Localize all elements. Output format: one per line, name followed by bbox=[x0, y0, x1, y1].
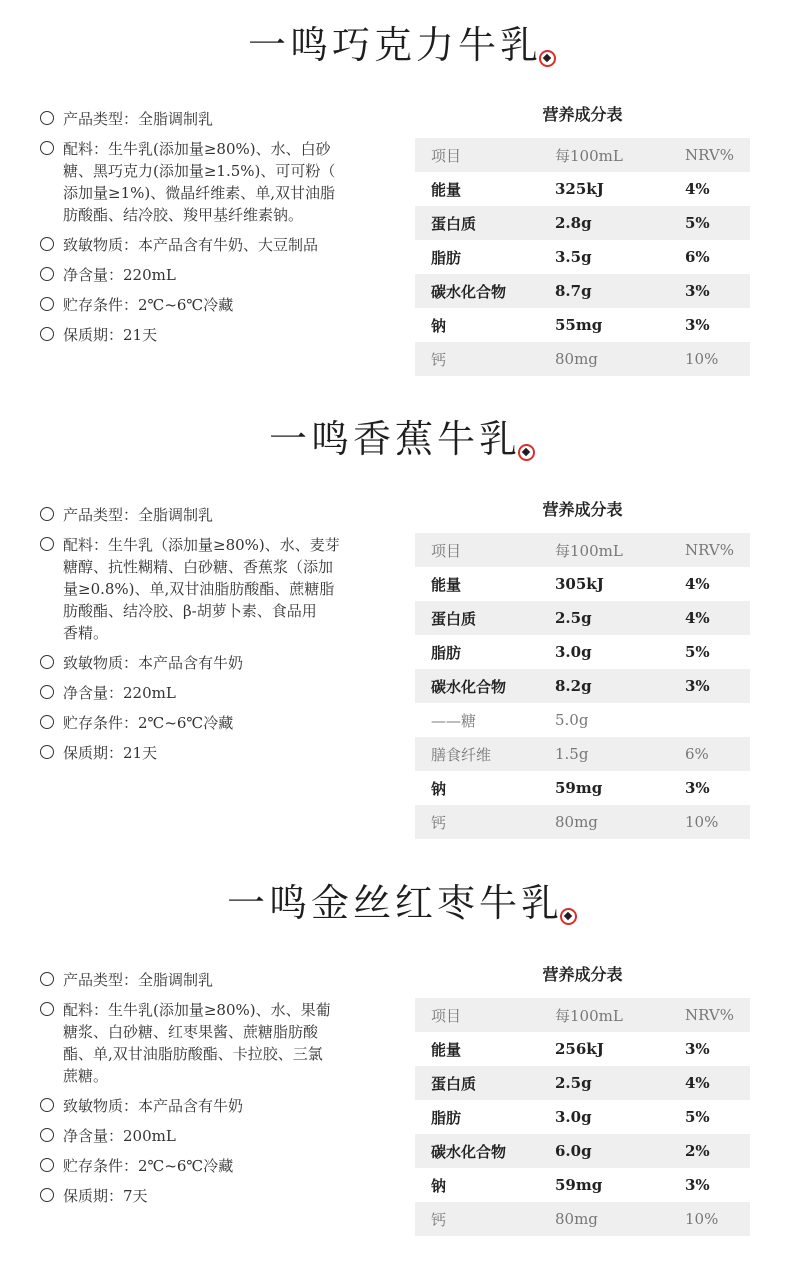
info-item bbox=[40, 294, 370, 316]
info-item bbox=[40, 234, 370, 256]
info-item bbox=[40, 1185, 370, 1207]
nutrition-table bbox=[415, 962, 750, 1236]
nutrient-nrv: 10% bbox=[685, 350, 719, 368]
product-title: 一鸣巧克力牛乳 bbox=[248, 14, 542, 69]
circle-bullet-icon bbox=[40, 111, 54, 125]
nutrition-row bbox=[415, 601, 750, 635]
nutrient-name: 能量 bbox=[431, 180, 462, 199]
info-item-text: 贮存条件：2℃~6℃冷藏 bbox=[63, 714, 234, 732]
circle-bullet-icon bbox=[40, 1098, 54, 1112]
info-item bbox=[40, 1095, 370, 1117]
info-item bbox=[40, 108, 370, 130]
nutrient-nrv: 3% bbox=[685, 1176, 710, 1194]
info-item bbox=[40, 1155, 370, 1177]
nutrient-nrv: NRV% bbox=[685, 146, 734, 164]
product-title: 一鸣香蕉牛乳 bbox=[269, 408, 521, 463]
nutrition-table-title: 营养成分表 bbox=[542, 965, 623, 984]
nutrient-name: 脂肪 bbox=[431, 248, 462, 267]
info-item bbox=[40, 682, 370, 704]
nutrient-value: 2.5g bbox=[555, 1074, 592, 1092]
nutrition-row bbox=[415, 771, 750, 805]
circle-bullet-icon bbox=[40, 327, 54, 341]
nutrient-name: 项目 bbox=[431, 541, 462, 560]
info-item bbox=[40, 999, 370, 1087]
nutrition-row bbox=[415, 737, 750, 771]
circle-bullet-icon bbox=[40, 655, 54, 669]
nutrient-nrv: 3% bbox=[685, 677, 710, 695]
info-item bbox=[40, 534, 370, 644]
nutrient-nrv: 5% bbox=[685, 214, 710, 232]
nutrition-row bbox=[415, 1134, 750, 1168]
info-item bbox=[40, 652, 370, 674]
seal-stamp-icon bbox=[560, 908, 577, 925]
nutrient-value: 3.0g bbox=[555, 643, 592, 661]
info-item-text: 产品类型：全脂调制乳 bbox=[63, 971, 214, 989]
info-item-text: 保质期：7天 bbox=[63, 1187, 148, 1205]
nutrition-row bbox=[415, 138, 750, 172]
nutrient-nrv: 4% bbox=[685, 1074, 710, 1092]
circle-bullet-icon bbox=[40, 1188, 54, 1202]
info-item-text: 致敏物质：本产品含有牛奶 bbox=[63, 1097, 244, 1115]
circle-bullet-icon bbox=[40, 1002, 54, 1016]
nutrient-name: 钙 bbox=[431, 813, 447, 832]
info-item-text: 产品类型：全脂调制乳 bbox=[63, 110, 214, 128]
product-title-wrap bbox=[0, 872, 790, 927]
circle-bullet-icon bbox=[40, 141, 54, 155]
nutrient-name: 钙 bbox=[431, 1210, 447, 1229]
nutrient-name: 碳水化合物 bbox=[431, 677, 507, 696]
nutrient-nrv: 4% bbox=[685, 180, 710, 198]
nutrient-value: 256kJ bbox=[555, 1040, 604, 1058]
circle-bullet-icon bbox=[40, 267, 54, 281]
nutrient-value: 6.0g bbox=[555, 1142, 592, 1160]
nutrient-name: 蛋白质 bbox=[431, 1074, 477, 1093]
nutrition-row bbox=[415, 172, 750, 206]
circle-bullet-icon bbox=[40, 537, 54, 551]
info-item bbox=[40, 1125, 370, 1147]
product-info-list bbox=[40, 969, 370, 1215]
nutrition-row bbox=[415, 342, 750, 376]
nutrient-value: 80mg bbox=[555, 350, 598, 368]
info-item bbox=[40, 712, 370, 734]
nutrition-row bbox=[415, 703, 750, 737]
nutrition-row bbox=[415, 998, 750, 1032]
info-item-text: 配料：生牛乳（添加量≥80%)、水、麦芽 糖醇、抗性糊精、白砂糖、香蕉浆（添加 量≥0.8%)、单,双甘油脂肪酸酯、蔗糖脂 肪酸酯、结冷胶、β-胡萝卜素、食品用 香精。 bbox=[63, 536, 340, 642]
nutrient-value: 1.5g bbox=[555, 745, 589, 763]
nutrient-value: 8.7g bbox=[555, 282, 592, 300]
nutrient-value: 59mg bbox=[555, 1176, 603, 1194]
nutrient-nrv: 5% bbox=[685, 643, 710, 661]
nutrition-table bbox=[415, 497, 750, 839]
nutrient-nrv: 2% bbox=[685, 1142, 710, 1160]
nutrient-nrv: 5% bbox=[685, 1108, 710, 1126]
nutrient-nrv: 3% bbox=[685, 1040, 710, 1058]
nutrient-value: 305kJ bbox=[555, 575, 604, 593]
nutrient-name: 钠 bbox=[431, 316, 447, 335]
nutrient-name: 钠 bbox=[431, 779, 447, 798]
seal-stamp-icon bbox=[539, 50, 556, 67]
nutrient-nrv: NRV% bbox=[685, 1006, 734, 1024]
nutrition-row bbox=[415, 308, 750, 342]
nutrient-name: 项目 bbox=[431, 146, 462, 165]
circle-bullet-icon bbox=[40, 297, 54, 311]
circle-bullet-icon bbox=[40, 972, 54, 986]
circle-bullet-icon bbox=[40, 745, 54, 759]
nutrient-value: 2.5g bbox=[555, 609, 592, 627]
info-item bbox=[40, 969, 370, 991]
nutrient-nrv: 3% bbox=[685, 779, 710, 797]
nutrient-name: 碳水化合物 bbox=[431, 1142, 507, 1161]
nutrient-nrv: 4% bbox=[685, 575, 710, 593]
info-item-text: 致敏物质：本产品含有牛奶 bbox=[63, 654, 244, 672]
nutrient-name: 蛋白质 bbox=[431, 214, 477, 233]
nutrition-row bbox=[415, 274, 750, 308]
info-item-text: 保质期：21天 bbox=[63, 744, 158, 762]
circle-bullet-icon bbox=[40, 715, 54, 729]
nutrient-value: 59mg bbox=[555, 779, 603, 797]
nutrition-row bbox=[415, 1100, 750, 1134]
nutrition-table bbox=[415, 102, 750, 376]
nutrient-name: 项目 bbox=[431, 1006, 462, 1025]
info-item-text: 净含量：200mL bbox=[63, 1127, 176, 1145]
nutrient-value: 每100mL bbox=[555, 1006, 623, 1025]
nutrient-value: 325kJ bbox=[555, 180, 604, 198]
info-item-text: 配料：生牛乳(添加量≥80%)、水、果葡 糖浆、白砂糖、红枣果酱、蔗糖脂肪酸 酯、单,双甘油脂肪酸酯、卡拉胶、三氯 蔗糖。 bbox=[63, 1001, 331, 1085]
nutrient-nrv: 6% bbox=[685, 248, 710, 266]
nutrition-row bbox=[415, 240, 750, 274]
circle-bullet-icon bbox=[40, 507, 54, 521]
nutrient-value: 5.0g bbox=[555, 711, 589, 729]
info-item-text: 保质期：21天 bbox=[63, 326, 158, 344]
nutrient-name: ——糖 bbox=[431, 711, 477, 730]
seal-stamp-icon bbox=[518, 444, 535, 461]
nutrient-nrv: 10% bbox=[685, 1210, 719, 1228]
nutrient-name: 碳水化合物 bbox=[431, 282, 507, 301]
nutrition-row bbox=[415, 1202, 750, 1236]
nutrient-value: 80mg bbox=[555, 1210, 598, 1228]
nutrient-value: 3.5g bbox=[555, 248, 592, 266]
nutrient-name: 膳食纤维 bbox=[431, 745, 492, 764]
nutrient-nrv: 3% bbox=[685, 282, 710, 300]
nutrient-nrv: 10% bbox=[685, 813, 719, 831]
nutrient-nrv: 3% bbox=[685, 316, 710, 334]
nutrient-name: 脂肪 bbox=[431, 1108, 462, 1127]
info-item-text: 净含量：220mL bbox=[63, 266, 176, 284]
nutrient-value: 8.2g bbox=[555, 677, 592, 695]
nutrition-row bbox=[415, 533, 750, 567]
info-item bbox=[40, 138, 370, 226]
nutrient-nrv: NRV% bbox=[685, 541, 734, 559]
info-item-text: 致敏物质：本产品含有牛奶、大豆制品 bbox=[63, 236, 319, 254]
nutrient-value: 55mg bbox=[555, 316, 603, 334]
info-item-text: 净含量：220mL bbox=[63, 684, 176, 702]
nutrition-table-title: 营养成分表 bbox=[542, 105, 623, 124]
nutrient-name: 蛋白质 bbox=[431, 609, 477, 628]
nutrient-name: 能量 bbox=[431, 1040, 462, 1059]
nutrition-row bbox=[415, 669, 750, 703]
info-item bbox=[40, 504, 370, 526]
info-item bbox=[40, 264, 370, 286]
info-item bbox=[40, 324, 370, 346]
product-info-list bbox=[40, 108, 370, 354]
nutrient-value: 每100mL bbox=[555, 146, 623, 165]
product-info-list bbox=[40, 504, 370, 772]
nutrient-nrv: 6% bbox=[685, 745, 709, 763]
product-title: 一鸣金丝红枣牛乳 bbox=[227, 872, 563, 927]
nutrient-value: 80mg bbox=[555, 813, 598, 831]
info-item bbox=[40, 742, 370, 764]
nutrition-row bbox=[415, 1168, 750, 1202]
info-item-text: 贮存条件：2℃~6℃冷藏 bbox=[63, 296, 234, 314]
nutrient-value: 每100mL bbox=[555, 541, 623, 560]
nutrient-nrv: 4% bbox=[685, 609, 710, 627]
nutrient-name: 脂肪 bbox=[431, 643, 462, 662]
nutrition-row bbox=[415, 635, 750, 669]
nutrient-name: 钙 bbox=[431, 350, 447, 369]
info-item-text: 配料：生牛乳(添加量≥80%)、水、白砂 糖、黑巧克力(添加量≥1.5%)、可可粉（ 添加量≥1%)、微晶纤维素、单,双甘油脂 肪酸酯、结冷胶、羧甲基纤维素钠。 bbox=[63, 140, 336, 224]
circle-bullet-icon bbox=[40, 1128, 54, 1142]
circle-bullet-icon bbox=[40, 1158, 54, 1172]
nutrition-row bbox=[415, 206, 750, 240]
info-item-text: 产品类型：全脂调制乳 bbox=[63, 506, 214, 524]
nutrient-name: 钠 bbox=[431, 1176, 447, 1195]
circle-bullet-icon bbox=[40, 685, 54, 699]
nutrient-value: 3.0g bbox=[555, 1108, 592, 1126]
product-title-wrap bbox=[0, 14, 790, 69]
nutrient-value: 2.8g bbox=[555, 214, 592, 232]
nutrient-name: 能量 bbox=[431, 575, 462, 594]
nutrition-row bbox=[415, 805, 750, 839]
nutrition-row bbox=[415, 567, 750, 601]
circle-bullet-icon bbox=[40, 237, 54, 251]
product-title-wrap bbox=[0, 408, 790, 463]
nutrition-row bbox=[415, 1066, 750, 1100]
nutrition-table-title: 营养成分表 bbox=[542, 500, 623, 519]
info-item-text: 贮存条件：2℃~6℃冷藏 bbox=[63, 1157, 234, 1175]
nutrition-row bbox=[415, 1032, 750, 1066]
